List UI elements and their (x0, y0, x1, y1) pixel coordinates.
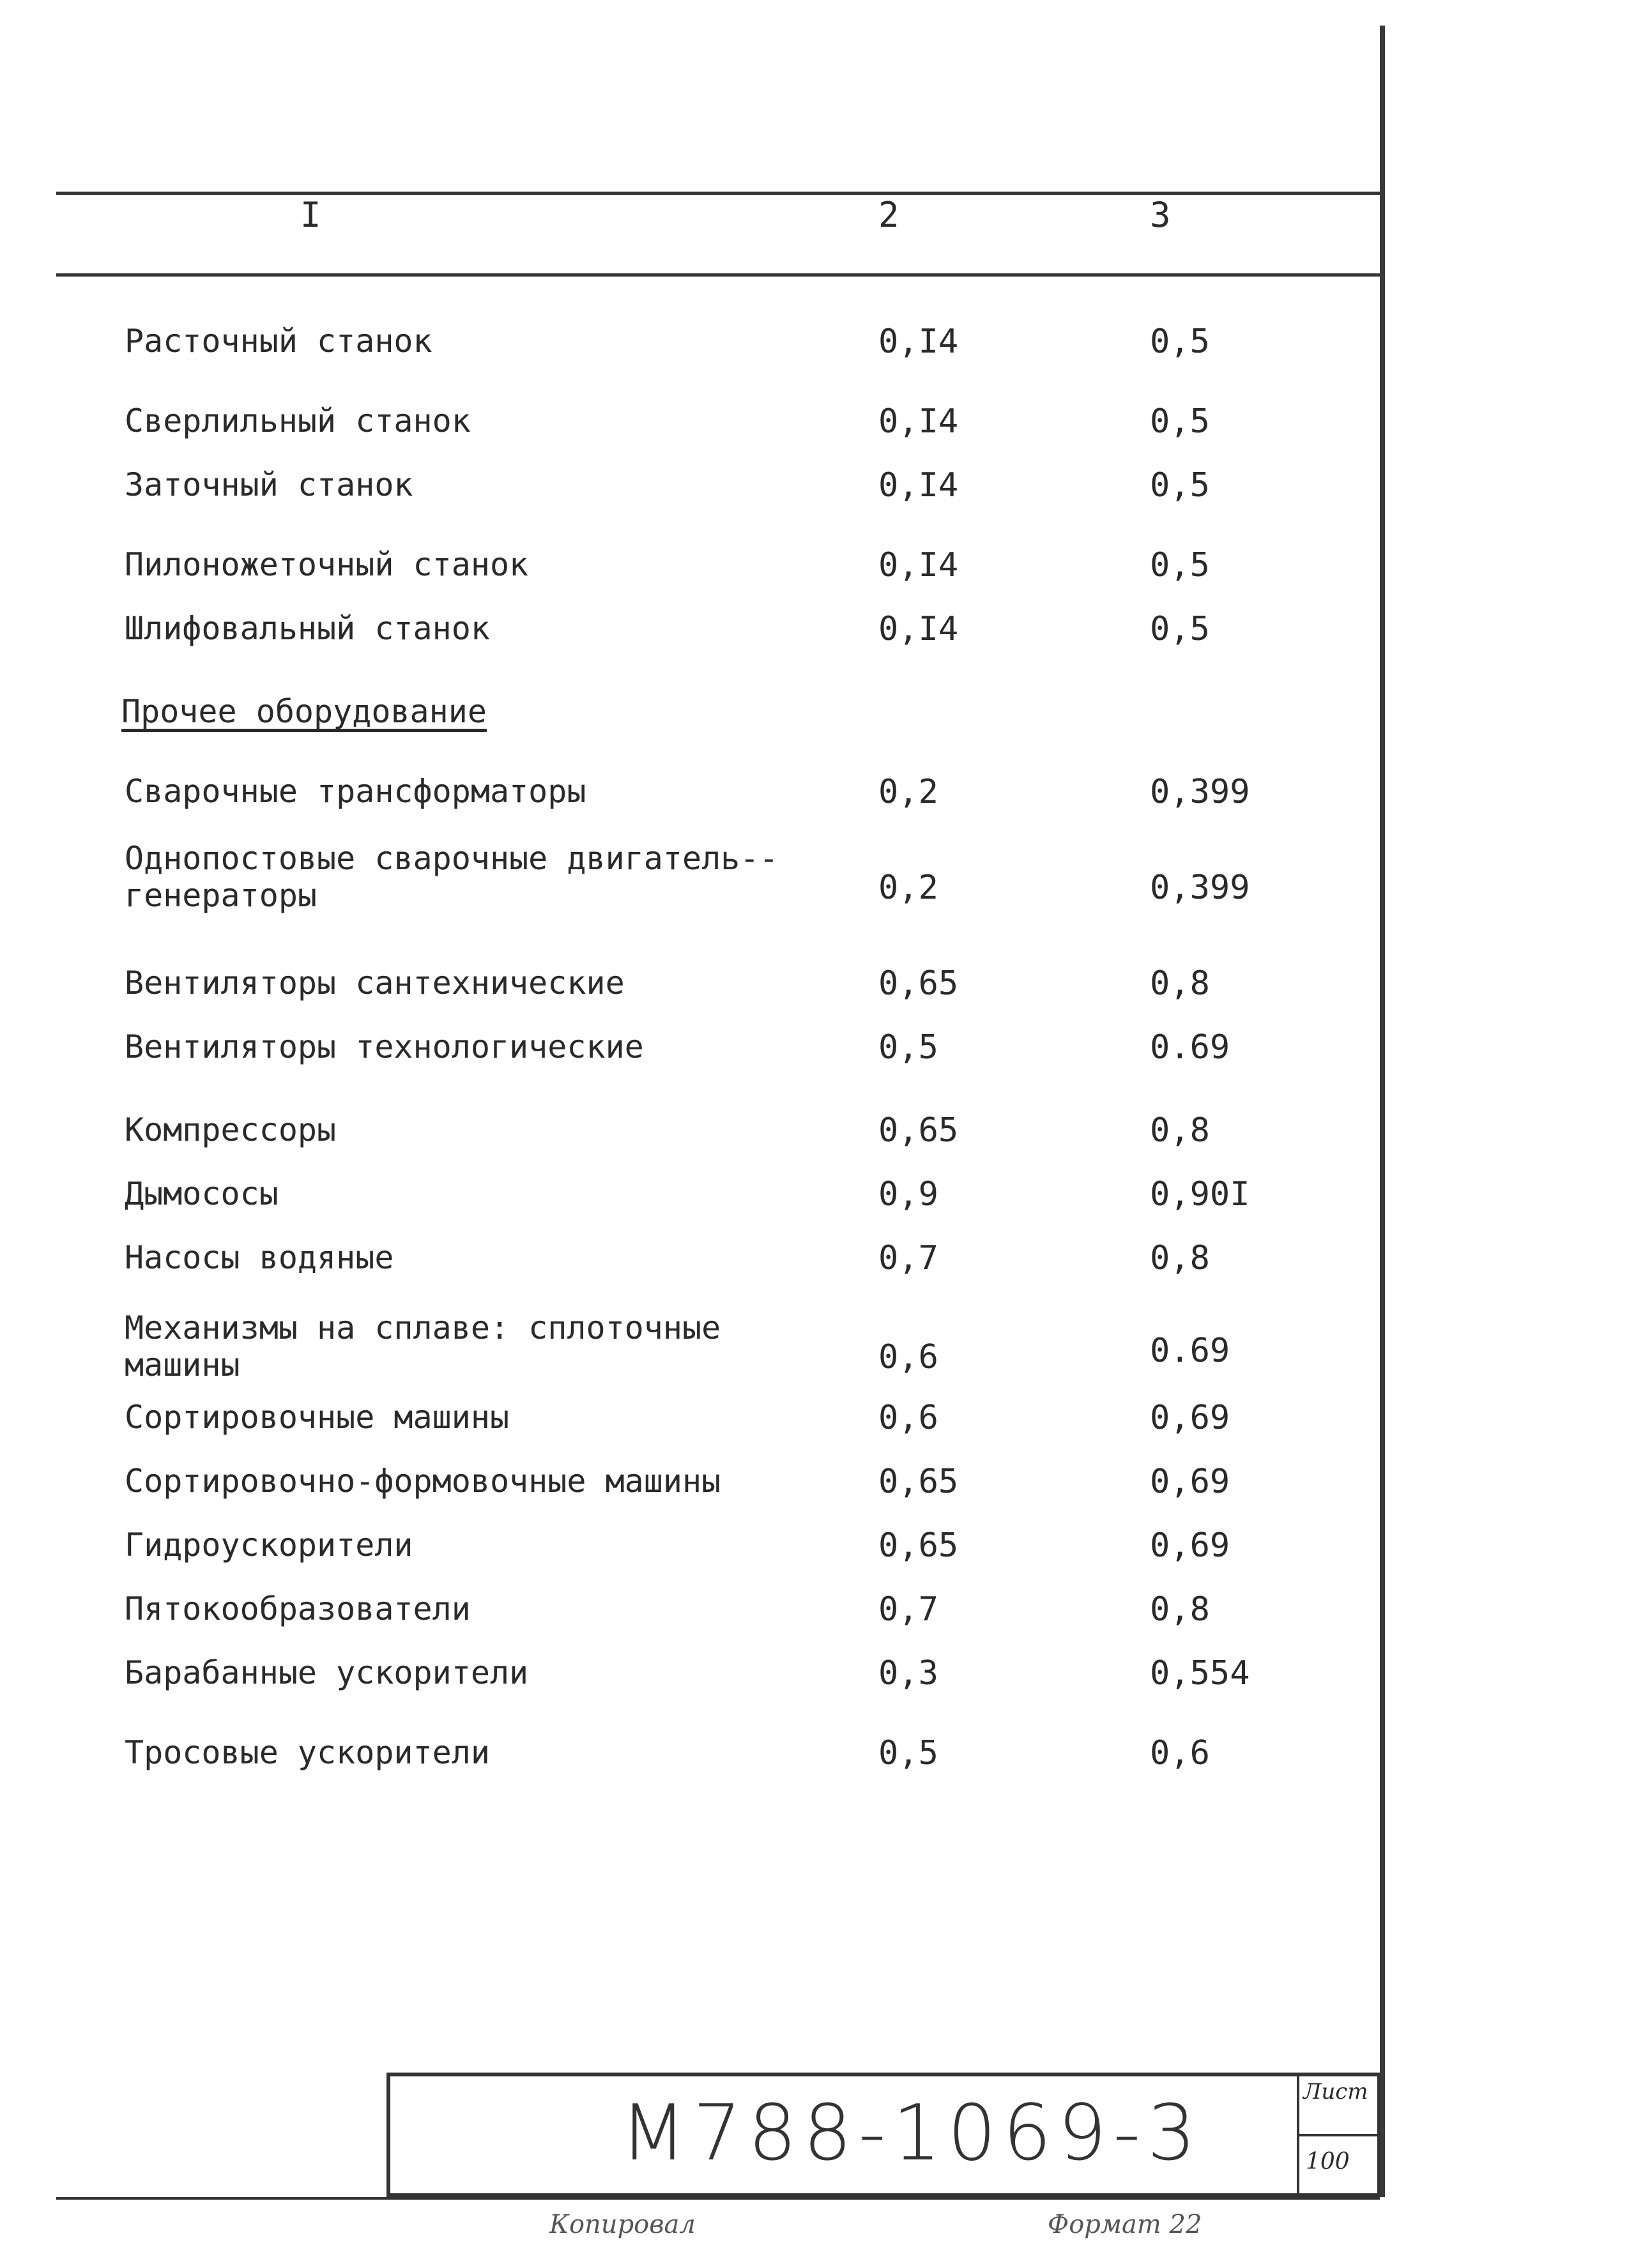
title-block-stamp (386, 2073, 1380, 2197)
row-value-col2: 0,I4 (878, 546, 959, 584)
row-name: Заточный станок (125, 466, 413, 503)
table-row (0, 1654, 1373, 1712)
row-value-col2: 0,65 (878, 1111, 959, 1150)
row-value-col3: 0,69 (1150, 1399, 1230, 1437)
row-value-col3: 0,5 (1150, 546, 1210, 584)
row-value-col3: 0,8 (1150, 1111, 1210, 1150)
row-name: Насосы водяные (125, 1239, 394, 1276)
row-value-col3: 0,8 (1150, 964, 1210, 1003)
table-top-rule (56, 192, 1380, 195)
row-value-col3: 0,5 (1150, 466, 1210, 505)
table-row (0, 840, 1373, 929)
table-row (0, 773, 1373, 830)
row-name: Сварочные трансформаторы (125, 773, 586, 810)
row-name: Механизмы на сплаве: сплоточные машины (125, 1309, 721, 1383)
row-name: Пятокообразователи (125, 1590, 471, 1627)
table-row (0, 610, 1373, 667)
row-name: Гидроускорители (125, 1526, 413, 1564)
row-name: Тросовые ускорители (125, 1734, 490, 1771)
row-name: Дымососы (125, 1175, 279, 1212)
row-value-col3: 0,5 (1150, 402, 1210, 441)
row-value-col2: 0,I4 (878, 610, 959, 648)
row-value-col3: 0,69 (1150, 1463, 1230, 1501)
row-value-col2: 0,65 (878, 1526, 959, 1565)
table-row (0, 1399, 1373, 1456)
row-value-col3: 0,5 (1150, 323, 1210, 361)
sheet-divider (1299, 2134, 1380, 2136)
row-value-col2: 0,5 (878, 1734, 938, 1772)
row-name: Сортировочные машины (125, 1399, 510, 1436)
row-value-col2: 0,65 (878, 1463, 959, 1501)
row-value-col3: 0,8 (1150, 1239, 1210, 1277)
table-row (0, 1734, 1373, 1792)
right-border-line (1380, 26, 1385, 2197)
footer-left-caption: Копировал (549, 2210, 696, 2239)
header-col1: I (300, 195, 321, 235)
row-value-col3: 0.69 (1150, 1028, 1230, 1067)
row-name: Сортировочно-формовочные машины (125, 1463, 721, 1500)
row-name: Компрессоры (125, 1111, 337, 1148)
row-value-col2: 0,7 (878, 1590, 938, 1629)
row-value-col2: 0,I4 (878, 466, 959, 505)
row-value-col3: 0,5 (1150, 610, 1210, 648)
row-value-col2: 0,I4 (878, 402, 959, 441)
row-value-col2: 0,3 (878, 1654, 938, 1693)
table-row (0, 1526, 1373, 1584)
table-row (0, 1175, 1373, 1233)
row-name: Однопостовые сварочные двигатель--генераторы (125, 840, 779, 914)
header-col3: 3 (1150, 195, 1171, 235)
row-value-col3: 0,399 (1150, 773, 1250, 811)
row-value-col3: 0,69 (1150, 1526, 1230, 1565)
row-value-col3: 0,90I (1150, 1175, 1250, 1214)
table-row (0, 1463, 1373, 1520)
table-row (0, 1028, 1373, 1086)
table-row (0, 1590, 1373, 1648)
table-row (0, 1111, 1373, 1169)
bottom-rule (56, 2197, 1380, 2200)
row-value-col2: 0,5 (878, 1028, 938, 1067)
header-col2: 2 (878, 195, 899, 235)
row-value-col2: 0,7 (878, 1239, 938, 1277)
row-value-col3: 0,554 (1150, 1654, 1250, 1693)
row-value-col2: 0,2 (878, 869, 938, 907)
footer-right-caption: Формат 22 (1048, 2210, 1202, 2239)
row-value-col3: 0,6 (1150, 1734, 1210, 1772)
table-row (0, 1239, 1373, 1297)
header-bottom-rule (56, 273, 1380, 277)
row-name: Сверлильный станок (125, 402, 471, 439)
row-value-col2: 0,9 (878, 1175, 938, 1214)
row-value-col3: 0,8 (1150, 1590, 1210, 1629)
table-row (0, 1309, 1373, 1399)
row-value-col2: 0,65 (878, 964, 959, 1003)
row-value-col3: 0,399 (1150, 869, 1250, 907)
row-name: Вентиляторы технологические (125, 1028, 644, 1065)
row-name: Пилоножеточный станок (125, 546, 529, 583)
row-name: Шлифовальный станок (125, 610, 490, 647)
row-value-col2: 0,6 (878, 1338, 938, 1376)
sheet-number: 100 (1306, 2149, 1350, 2175)
row-value-col3: 0.69 (1150, 1332, 1230, 1370)
section-title: Прочее оборудование (121, 693, 487, 730)
sheet-number-box (1297, 2073, 1380, 2197)
table-row (0, 964, 1373, 1022)
table-row (0, 323, 1373, 380)
row-name: Барабанные ускорители (125, 1654, 529, 1691)
row-value-col2: 0,2 (878, 773, 938, 811)
table-row (0, 546, 1373, 604)
table-row (0, 402, 1373, 460)
row-value-col2: 0,I4 (878, 323, 959, 361)
row-name: Расточный станок (125, 323, 432, 360)
document-code: М788-1069-3 (620, 2089, 1202, 2178)
row-name: Вентиляторы сантехнические (125, 964, 625, 1001)
row-value-col2: 0,6 (878, 1399, 938, 1437)
sheet-label: Лист (1303, 2079, 1368, 2104)
table-row (0, 466, 1373, 524)
